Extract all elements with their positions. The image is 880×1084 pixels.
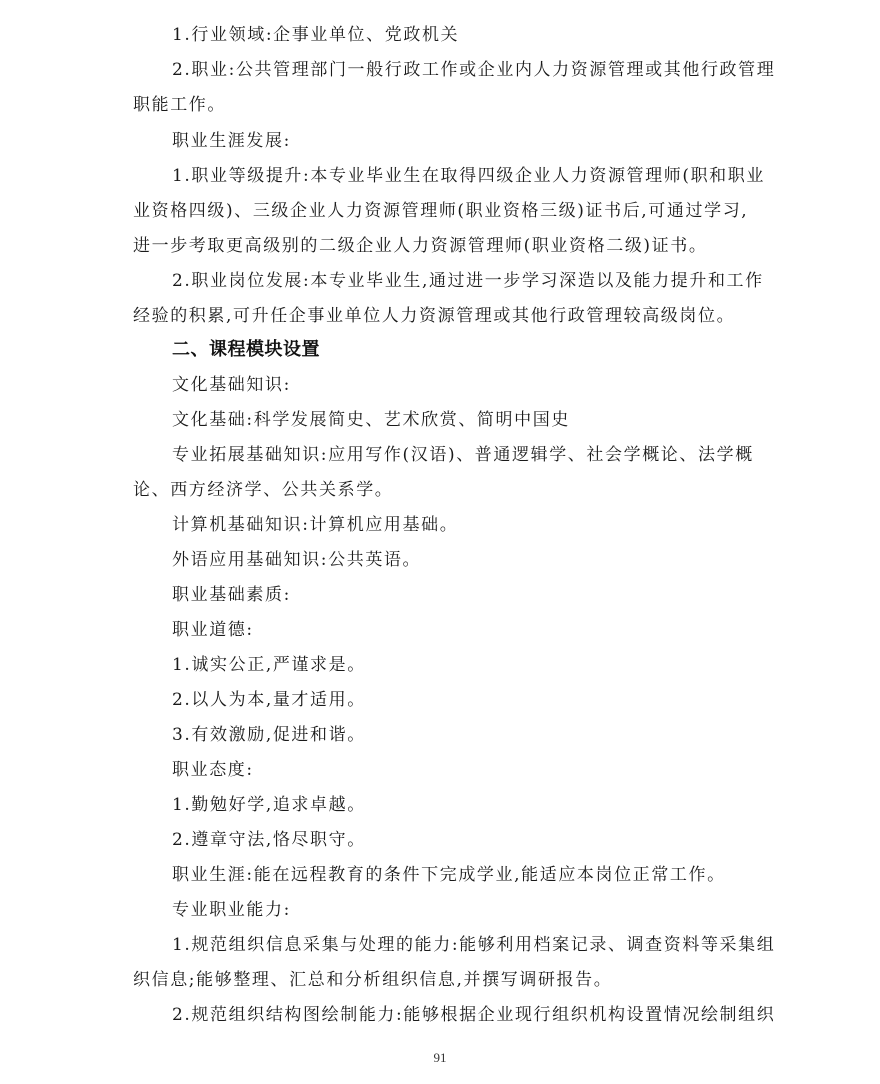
text-line-ability-2: 2.规范组织结构图绘制能力:能够根据企业现行组织机构设置情况绘制组织	[172, 1005, 776, 1025]
text-line-attitude-1: 1.勤勉好学,追求卓越。	[172, 795, 366, 815]
text-line-computer-knowledge: 计算机基础知识:计算机应用基础。	[172, 515, 459, 535]
text-line-ability-1-cont: 织信息;能够整理、汇总和分析组织信息,并撰写调研报告。	[133, 970, 613, 990]
subheading-professional-qualities: 职业基础素质:	[172, 585, 291, 605]
text-line-ability-1: 1.规范组织信息采集与处理的能力:能够利用档案记录、调查资料等采集组	[172, 935, 776, 955]
text-line-grade-promotion-cont1: 业资格四级)、三级企业人力资源管理师(职业资格三级)证书后,可通过学习,	[133, 201, 749, 221]
text-line-ethics-3: 3.有效激励,促进和谐。	[172, 725, 366, 745]
text-line-extension-knowledge-cont: 论、西方经济学、公共关系学。	[133, 480, 394, 500]
subheading-cultural-knowledge: 文化基础知识:	[172, 375, 291, 395]
text-line-position-development-cont: 经验的积累,可升任企事业单位人力资源管理或其他行政管理较高级岗位。	[133, 306, 736, 326]
subheading-career-development: 职业生涯发展:	[172, 131, 291, 151]
text-line-occupation-cont: 职能工作。	[133, 95, 226, 115]
text-line-foreign-language: 外语应用基础知识:公共英语。	[172, 550, 422, 570]
text-line-attitude-2: 2.遵章守法,恪尽职守。	[172, 830, 366, 850]
text-line-industry-field: 1.行业领域:企事业单位、党政机关	[172, 25, 460, 45]
text-line-extension-knowledge: 专业拓展基础知识:应用写作(汉语)、普通逻辑学、社会学概论、法学概	[172, 445, 754, 465]
section-heading-course-modules: 二、课程模块设置	[172, 339, 320, 360]
text-line-cultural-basics: 文化基础:科学发展简史、艺术欣赏、简明中国史	[172, 410, 570, 430]
text-line-position-development: 2.职业岗位发展:本专业毕业生,通过进一步学习深造以及能力提升和工作	[172, 271, 764, 291]
subheading-professional-attitude: 职业态度:	[172, 760, 254, 780]
text-line-career: 职业生涯:能在远程教育的条件下完成学业,能适应本岗位正常工作。	[172, 865, 726, 885]
text-line-grade-promotion: 1.职业等级提升:本专业毕业生在取得四级企业人力资源管理师(职和职业	[172, 166, 765, 186]
text-line-occupation: 2.职业:公共管理部门一般行政工作或企业内人力资源管理或其他行政管理	[172, 60, 776, 80]
text-line-ethics-2: 2.以人为本,量才适用。	[172, 690, 366, 710]
page-number: 91	[433, 1050, 447, 1065]
subheading-professional-abilities: 专业职业能力:	[172, 900, 291, 920]
text-line-grade-promotion-cont2: 进一步考取更高级别的二级企业人力资源管理师(职业资格二级)证书。	[133, 236, 708, 256]
text-line-ethics-1: 1.诚实公正,严谨求是。	[172, 655, 366, 675]
subheading-professional-ethics: 职业道德:	[172, 620, 254, 640]
